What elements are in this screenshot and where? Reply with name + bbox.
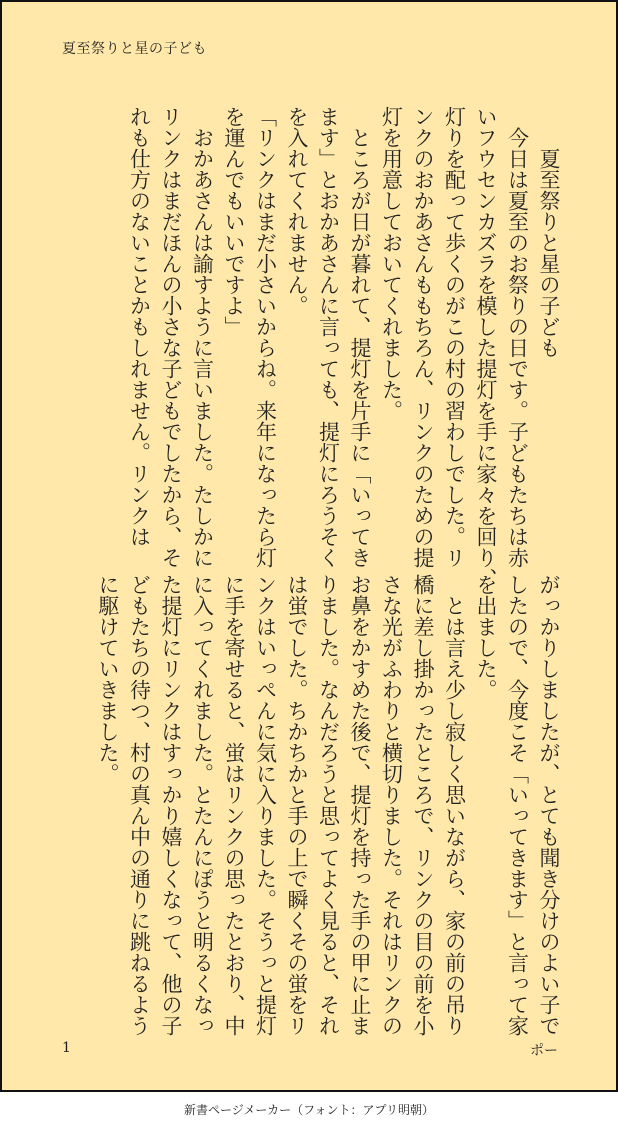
text-line: ンクのおかあさんももちろん、リンクのための提	[411, 106, 435, 568]
text-line: さな光がふわりと横切りました。それはリンクの	[379, 574, 404, 1036]
text-line: とは言え少し寂しく思いながら、家の前の吊り	[442, 595, 467, 1036]
text-line: がっかりしましたが、とても聞き分けのよい子で	[537, 574, 561, 1036]
footer-caption: 新書ページメーカー（フォント：アプリ明朝）	[183, 1103, 435, 1117]
page-number: 1	[62, 1040, 71, 1056]
author-name: ポー	[530, 1043, 558, 1059]
text-line: いフウセンカズラを模した提灯を手に家々を回り、	[474, 106, 498, 589]
story-title: 夏至祭りと星の子ども	[537, 148, 561, 358]
text-line: おかあさんは諭すように言いました。たしかに	[190, 127, 215, 568]
text-line: は蛍でした。ちかちかと手の上で瞬くその蛍をリ	[285, 574, 309, 1036]
lower-text-block	[92, 574, 565, 1036]
text-line: を入れてくれません。	[285, 106, 309, 316]
text-line: どもたちの待つ、村の真ん中の通りに跳ねるよう	[127, 574, 152, 1036]
text-line: したので、今度こそ「いってきます」と言って家	[505, 574, 530, 1036]
text-line: に駆けていきました。	[96, 574, 120, 784]
text-line: ます」とおかあさんに言っても、提灯にろうそく	[316, 106, 341, 568]
text-line: りました。なんだろうと思ってよく見ると、それ	[316, 574, 341, 1036]
text-line: 橋に差し掛かったところで、リンクの目の前を小	[411, 574, 435, 1036]
text-line: お鼻をかすめた後で、提灯を持った手の甲に止ま	[348, 574, 372, 1036]
text-line: 「リンクはまだ小さいからね。来年になったら灯	[253, 106, 278, 568]
text-line: リンクはまだほんの小さな子どもでしたから、そ	[159, 106, 183, 568]
text-line: に手を寄せると、蛍はリンクの思ったとおり、中	[222, 574, 246, 1036]
text-line: ンクはいっぺんに気に入りました。そうっと提灯	[253, 574, 278, 1036]
running-title: 夏至祭りと星の子ども	[62, 41, 207, 57]
text-line: を出ました。	[474, 574, 498, 700]
text-line: ところが日が暮れて、提灯を片手に「いってき	[348, 127, 372, 568]
upper-text-block	[123, 106, 564, 589]
text-line: 今日は夏至のお祭りの日です。子どもたちは赤	[505, 127, 530, 568]
text-line: た提灯にリンクはすっかり嬉しくなって、他の子	[159, 574, 183, 1036]
text-line: に入ってくれました。とたんにぽうと明るくなっ	[190, 574, 215, 1036]
text-line: を運んでもいいですよ」	[222, 106, 246, 337]
text-line: れも仕方のないことかもしれません。リンクは	[127, 106, 152, 547]
text-line: 灯りを配って歩くのがこの村の習わしでした。リ	[442, 106, 467, 568]
text-line: 灯を用意しておいてくれました。	[379, 106, 404, 421]
